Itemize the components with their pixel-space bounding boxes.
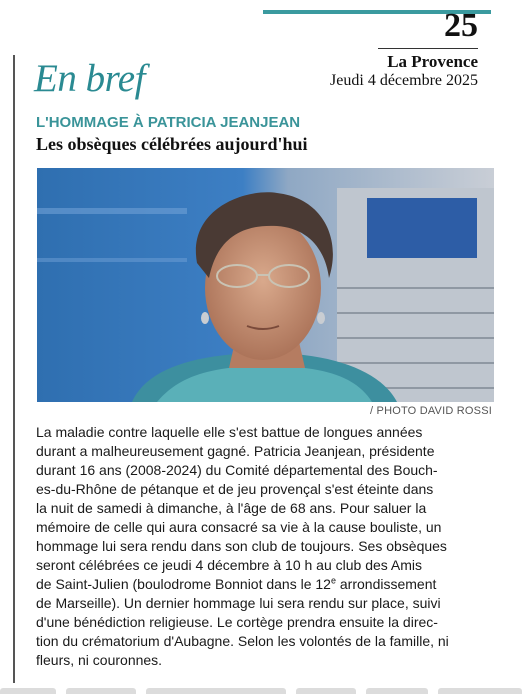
column-rule (13, 55, 15, 683)
body-line: La maladie contre laquelle elle s'est battue de longues années (36, 424, 423, 440)
body-line: mémoire de celle qui aura consacré sa vie à la cause bouliste, un (36, 519, 442, 535)
article-headline: Les obsèques célébrées aujourd'hui (36, 134, 308, 154)
publication-rule (378, 48, 478, 49)
bottom-toolbar-hint (0, 688, 522, 694)
body-line: fleurs, ni couronnes. (36, 652, 163, 668)
article-kicker: L'HOMMAGE À PATRICIA JEANJEAN (36, 114, 301, 131)
body-line: hommage lui sera rendu dans son club de toujours. Ses obsèques (36, 538, 447, 554)
publication-date: Jeudi 4 décembre 2025 (330, 72, 478, 89)
article-body (36, 423, 504, 670)
page-number: 25 (444, 7, 478, 44)
body-line-end: arrondissement (336, 576, 437, 592)
body-line: tion du crématorium d'Aubagne. Selon les volontés de la famille, ni (36, 633, 449, 649)
photo-credit: / PHOTO DAVID ROSSI (370, 405, 492, 417)
body-line: de Saint-Julien (boulodrome Bonniot dans le 12 (36, 576, 331, 592)
body-line: de Marseille). Un dernier hommage lui sera rendu sur place, suivi (36, 595, 441, 611)
publication-name: La Provence (387, 52, 478, 71)
body-line: durant a malheureusement gagné. Patricia Jeanjean, présidente (36, 443, 435, 459)
article-photo (37, 168, 494, 402)
body-line: durant 16 ans (2008-2024) du Comité départemental des Bouch- (36, 462, 438, 478)
body-line: d'une bénédiction religieuse. Le cortège prendra ensuite la direc- (36, 614, 438, 630)
ordinal-suffix: e (330, 575, 336, 586)
body-line: es-du-Rhône de pétanque et de jeu provençal s'est éteinte dans (36, 481, 434, 497)
body-line: seront célébrées ce jeudi 4 décembre à 10 h au club des Amis (36, 557, 423, 573)
section-title: En bref (34, 57, 145, 100)
body-line: la nuit de samedi à dimanche, à l'âge de 68 ans. Pour saluer la (36, 500, 427, 516)
